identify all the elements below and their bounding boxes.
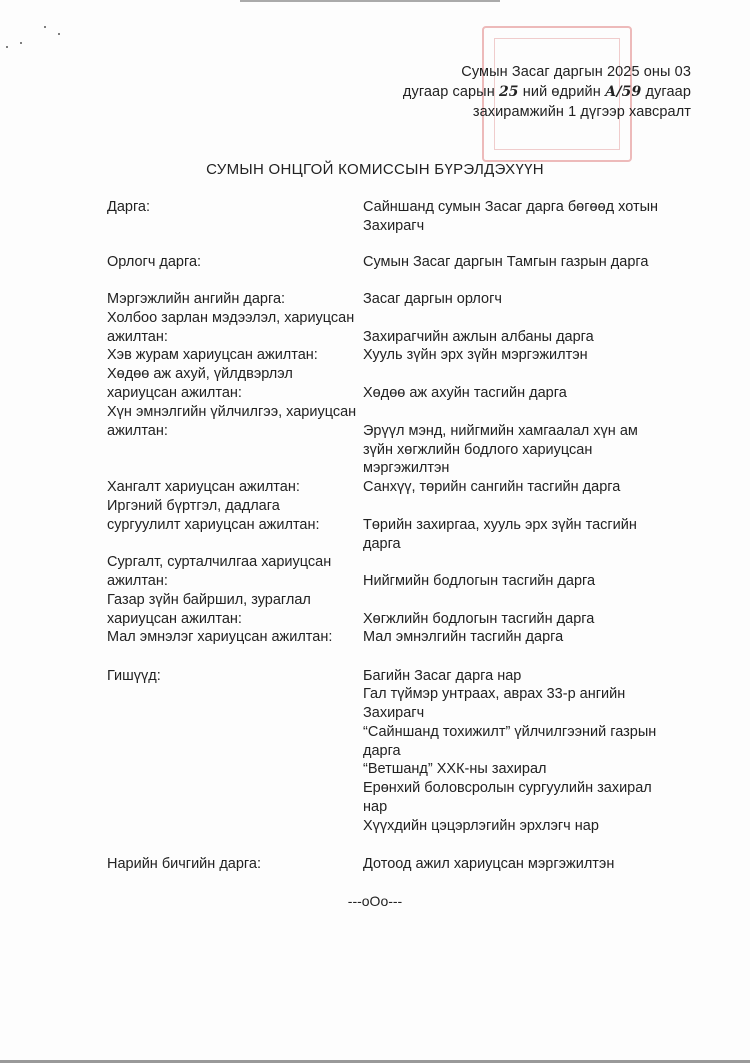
handwritten-order-number: А/59 — [604, 84, 642, 100]
role-label-communications: Холбоо зарлан мэдээлэл, хариуцсан ажилтан: — [107, 310, 355, 345]
header-line-2-text-b: ний өдрийн — [522, 84, 601, 100]
handwritten-day: 25 — [498, 84, 519, 100]
role-label-deputy-chair: Орлогч дарга: — [107, 254, 202, 270]
header-line-2-text-a: дугаар сарын — [402, 84, 495, 100]
scan-edge-top — [240, 0, 500, 2]
scan-speck — [6, 46, 8, 48]
header-line-3: захирамжийн 1 дүгээр хавсралт — [472, 104, 691, 120]
role-label-members: Гишүүд: — [107, 668, 161, 684]
member-item: Хүүхдийн цэцэрлэгийн эрхлэгч нар — [363, 818, 599, 834]
scan-speck — [58, 33, 60, 35]
role-label-public-order: Хэв журам хариуцсан ажилтан: — [107, 347, 318, 363]
role-label-chair: Дарга: — [107, 199, 151, 215]
role-label-supply: Хангалт хариуцсан ажилтан: — [107, 479, 300, 495]
header-line-2-text-c: дугаар — [645, 84, 691, 100]
role-label-medical: Хүн эмнэлгийн үйлчилгээ, хариуцсан ажилтан: — [107, 404, 357, 439]
role-value-civil-registration: Төрийн захиргаа, хууль эрх зүйн тасгийн дарга — [363, 517, 637, 552]
member-item: Гал түймэр унтраах, аврах 33-р ангийн Захирагч — [363, 686, 626, 721]
role-label-professional-unit: Мэргэжлийн ангийн дарга: — [107, 291, 286, 307]
member-item: “Сайншанд тохижилт” үйлчилгээний газрын дарга — [363, 724, 657, 759]
role-value-professional-unit: Засаг даргын орлогч — [363, 291, 502, 307]
role-label-veterinary: Мал эмнэлэг хариуцсан ажилтан: — [107, 629, 333, 645]
header-line-2 — [403, 84, 691, 100]
scan-speck — [44, 26, 46, 28]
role-label-civil-registration: Иргэний бүртгэл, дадлага сургуулилт хариуцсан ажилтан: — [107, 498, 320, 533]
member-item: “Ветшанд” ХХК-ны захирал — [363, 761, 547, 777]
role-value-chair: Сайншанд сумын Засаг дарга бөгөөд хотын Захирагч — [363, 199, 659, 234]
role-value-secretary: Дотоод ажил хариуцсан мэргэжилтэн — [363, 856, 615, 872]
role-label-agriculture: Хөдөө аж ахуй, үйлдвэрлэл хариуцсан ажилтан: — [107, 366, 293, 401]
role-value-deputy-chair: Сумын Засаг даргын Тамгын газрын дарга — [363, 254, 649, 270]
member-item: Багийн Засаг дарга нар — [363, 668, 522, 684]
closing-separator: ---oOo--- — [347, 893, 403, 909]
role-value-communications: Захирагчийн ажлын албаны дарга — [363, 329, 594, 345]
header-line-1: Сумын Засаг даргын 2025 оны 03 — [461, 64, 691, 80]
role-value-training: Нийгмийн бодлогын тасгийн дарга — [363, 573, 596, 589]
role-value-supply: Санхүү, төрийн сангийн тасгийн дарга — [363, 479, 621, 495]
member-item: Ерөнхий боловсролын сургуулийн захирал нар — [363, 780, 652, 815]
role-label-mapping: Газар зүйн байршил, зураглал хариуцсан ажилтан: — [107, 592, 311, 627]
role-value-veterinary: Мал эмнэлгийн тасгийн дарга — [363, 629, 564, 645]
role-value-medical: Эрүүл мэнд, нийгмийн хамгаалал хүн ам зүйн хөгжлийн бодлого хариуцсан мэргэжилтэн — [363, 423, 638, 477]
scan-speck — [20, 42, 22, 44]
role-value-agriculture: Хөдөө аж ахуйн тасгийн дарга — [363, 385, 567, 401]
document-title: СУМЫН ОНЦГОЙ КОМИССЫН БҮРЭЛДЭХҮҮН — [206, 161, 544, 178]
role-value-public-order: Хууль зүйн эрх зүйн мэргэжилтэн — [363, 347, 588, 363]
role-label-training: Сургалт, сурталчилгаа хариуцсан ажилтан: — [107, 554, 332, 589]
role-value-mapping: Хөгжлийн бодлогын тасгийн дарга — [363, 611, 595, 627]
role-label-secretary: Нарийн бичгийн дарга: — [107, 856, 261, 872]
